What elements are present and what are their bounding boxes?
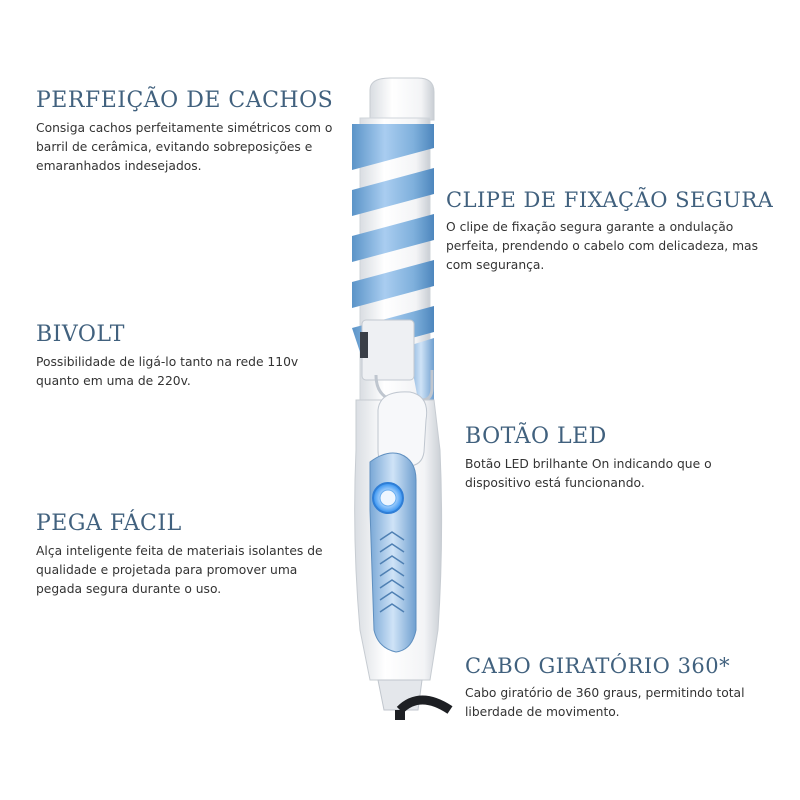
feature-pega-facil — [36, 511, 336, 599]
feature-cabo-giratorio — [465, 654, 785, 722]
feature-title: PERFEIÇÃO DE CACHOS — [36, 88, 334, 113]
led-power-button — [373, 483, 403, 513]
feature-description: Botão LED brilhante On indicando que o dispositivo está funcionando. — [465, 457, 712, 490]
feature-description: O clipe de fixação segura garante a ondulação perfeita, prendendo o cabelo com delicadeza, mas com segurança. — [446, 220, 758, 272]
feature-title: BOTÃO LED — [465, 424, 607, 449]
feature-title: CLIPE DE FIXAÇÃO SEGURA — [446, 188, 774, 212]
feature-title: PEGA FÁCIL — [36, 511, 182, 536]
handle — [355, 392, 442, 680]
curling-iron-image — [330, 70, 470, 720]
feature-perfeicao-de-cachos — [36, 88, 346, 176]
feature-description: Consiga cachos perfeitamente simétricos com o barril de cerâmica, evitando sobreposições e emaranhados indesejados. — [36, 121, 333, 173]
feature-botao-led — [465, 424, 765, 493]
feature-description: Cabo giratório de 360 graus, permitindo total liberdade de movimento. — [465, 686, 745, 719]
feature-description: Alça inteligente feita de materiais isolantes de qualidade e projetada para promover uma pegada segura durante o uso. — [36, 544, 323, 596]
feature-clipe-de-fixacao — [446, 188, 776, 275]
feature-description: Possibilidade de ligá-lo tanto na rede 110v quanto em uma de 220v. — [36, 355, 299, 388]
feature-bivolt — [36, 322, 336, 391]
feature-title: CABO GIRATÓRIO 360* — [465, 654, 731, 678]
feature-title: BIVOLT — [36, 322, 125, 347]
curler-tip — [370, 78, 434, 120]
swivel-cord — [378, 680, 450, 720]
